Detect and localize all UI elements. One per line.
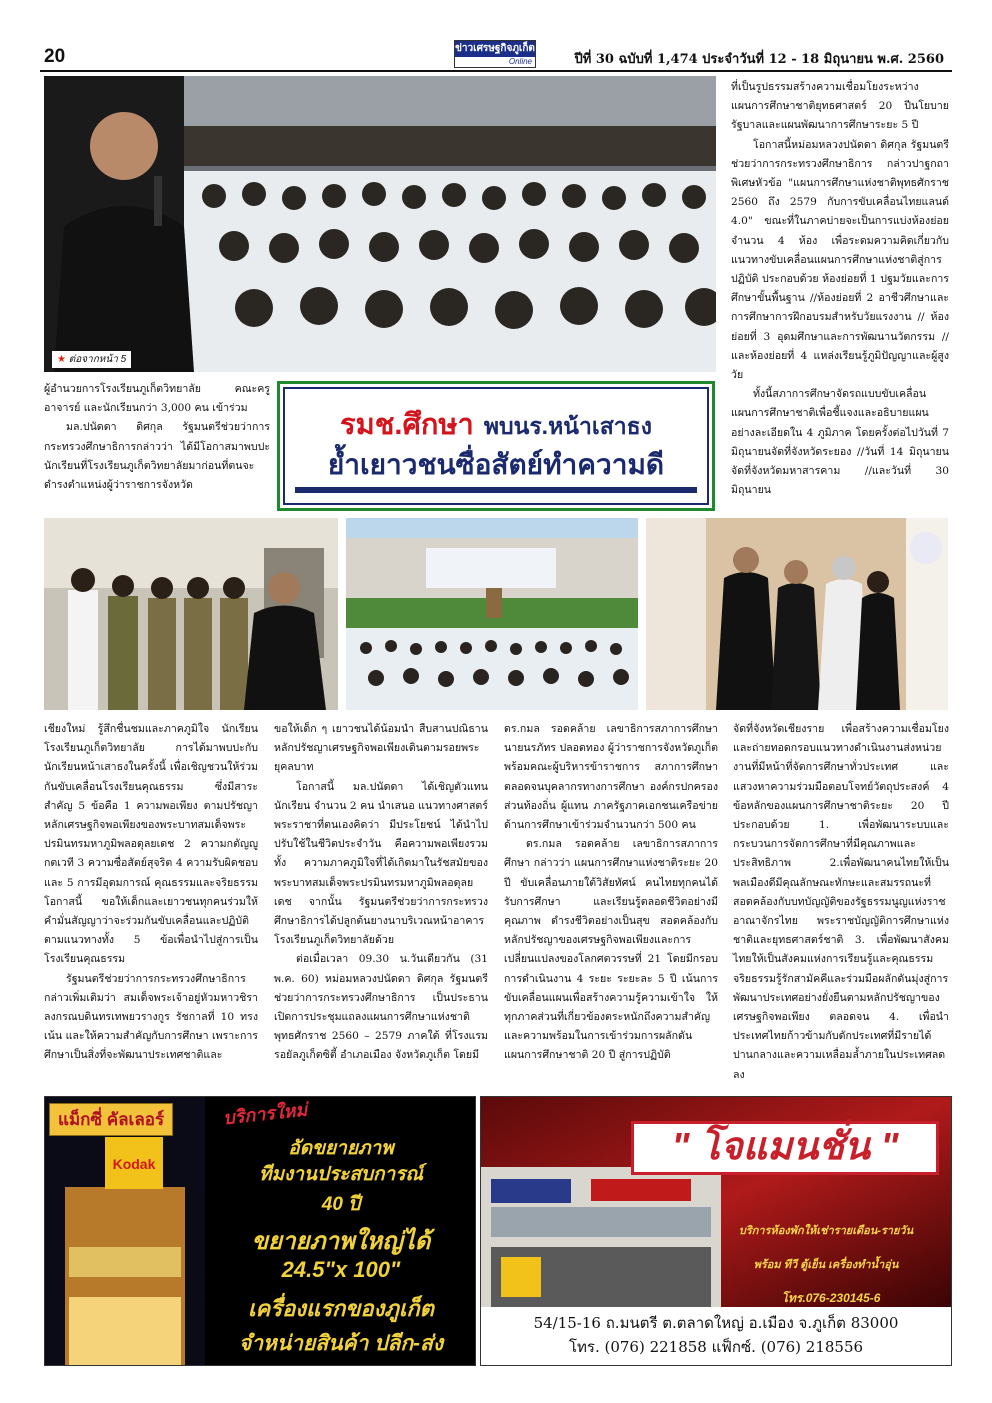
mid-left-column [44,380,270,495]
ad-maxi-color [44,1096,476,1366]
ad-right-contact: โทร. (076) 221858 แฟ็กซ์. (076) 218556 [568,1338,864,1356]
ad-left-tag: แม็กซี่ คัลเลอร์ [49,1103,173,1136]
ad-store-sign: Kodak [112,1156,156,1172]
ad-jo-mansion [480,1096,952,1366]
body-column-2 [274,720,488,1066]
ad-line: 24.5"x 100" [281,1257,401,1282]
paragraph: โอกาสนี้ มล.ปนัดดา ได้เชิญตัวแทนนักเรียน จำนวน 2 คน นำเสนอ แนวทางศาสตร์พระราชาที่ตนเองคิดว่า มีประโยชน์ ได้นำไปปรับใช้ในชีวิตประจำวัน คือความพอเพียงรวมทั้ง ความภาคภูมิใจที่ได้เกิดมาในรัชสมัยของพระบาทสมเด็จพระปรมินทรมหาภูมิพลอดุลยเดช จากนั้น รัฐมนตรีช่วยว่าการกระทรวงศึกษาธิการได้ปลูกต้นยางนาบริเวณหน้าอาคารโรงเรียนภูเก็ตวิทยาลัยด้วย [274,780,488,947]
masthead-logo [454,40,536,68]
ad-line: 40 ปี [321,1194,361,1215]
headline-underline [295,487,697,493]
paragraph: ต่อเมื่อเวลา 09.30 น.วันเดียวกัน (31 พ.ค. 60) หม่อมหลวงปนัดดา ดิศกุล รัฐมนตรีช่วยว่าการกระทรวงศึกษาธิการ เป็นประธานเปิดการประชุมแถลงแผนการศึกษาแห่งชาติพุทธศักราช 2560 – 2579 ภาคใต้ ที่โรงแรมรอยัลภูเก็ตซิตี้ อำเภอเมือง จังหวัดภูเก็ต โดยมี [274,953,488,1062]
paragraph: เชียงใหม่ รู้สึกชื่นชมและภาคภูมิใจ นักเรียนโรงเรียนภูเก็ตวิทยาลัย การได้มาพบปะกับนักเรียนหน้าเสาธงในครั้งนี้ เพื่อเชิญชวนให้ร่วมกันขับเคลื่อนโรงเรียนคุณธรรม ซึ่งมีสาระสำคัญ 5 ข้อคือ 1 ความพอเพียง ตามปรัชญาหลักเศรษฐกิจพอเพียงของพระบาทสมเด็จพระปรมินทรมหาภูมิพลอดุลยเดช 2 ความกตัญญูกตเวที 3 ความซื่อสัตย์สุจริต 4 ความรับผิดชอบ และ 5 การมีอุดมการณ์ คุณธรรมและจริยธรรม โอกาสนี้ ขอให้เด็กและเยาวชนทุกคนร่วมให้คำมั่นสัญญาว่าจะร่วมกันขับเคลื่อนและปฏิบัติตามแนวทางทั้ง 5 ข้อเพื่อนำไปสู่การเป็นโรงเรียนคุณธรรม [44,723,258,966]
ad-right-sub2: พร้อม ทีวี ตู้เย็น เครื่องทำน้ำอุ่น [753,1259,899,1271]
body-column-1 [44,720,258,1066]
photo-assembly [346,518,638,710]
ad-right-address-block [481,1307,951,1366]
paragraph: ดร.กมล รอดคล้าย เลขาธิการสภาการศึกษา กล่าวว่า แผนการศึกษาแห่งชาติระยะ 20 ปี ขับเคลื่อนภายใต้วิสัยทัศน์ คนไทยทุกคนได้รับการศึกษา และเรียนรู้ตลอดชีวิตอย่างมีคุณภาพ ดำรงชีวิตอย่างเป็นสุข สอดคล้องกับหลักปรัชญาของเศรษฐกิจพอเพียงและการเปลี่ยนแปลงของโลกศตวรรษที่ 21 โดยมีกรอบการดำเนินงาน 4 ระยะ ระยะละ 5 ปี เน้นการขับเคลื่อนแผนเพื่อสร้างความรู้ความเข้าใจ ให้ทุกภาคส่วนที่เกี่ยวข้องตระหนักถึงความสำคัญ และความพร้อมในการเข้าร่วมการผลักดันแผนการศึกษาชาติ 20 ปี สู่การปฏิบัติ [504,838,718,1062]
paragraph: ผู้อำนวยการโรงเรียนภูเก็ตวิทยาลัย คณะครูอาจารย์ และนักเรียนกว่า 3,000 คน เข้าร่วม [44,383,270,415]
ad-right-address: 54/15-16 ถ.มนตรี ต.ตลาดใหญ่ อ.เมือง จ.ภูเก็ต 83000 [533,1314,899,1332]
ad-line: ขยายภาพใหญ่ได้ [251,1228,431,1255]
ad-right-phone: โทร.076-230145-6 [781,1291,881,1305]
paragraph: รัฐมนตรีช่วยว่าการกระทรวงศึกษาธิการกล่าวเพิ่มเติมว่า สมเด็จพระเจ้าอยู่หัวมหาวชิราลงกรณบดินทรเทพยวรางกูร รัชกาลที่ 10 ทรงเน้น และให้ความสำคัญกับการศึกษา เพราะการศึกษาเป็นสิ่งที่จะพัฒนาประเทศชาติและ [44,972,258,1062]
continued-tag-label: ต่อจากหน้า 5 [68,354,127,365]
paragraph: ที่เป็นรูปธรรมสร้างความเชื่อมโยงระหว่างแผนการศึกษาชาติยุทธศาสตร์ 20 ปีนโยบายรัฐบาลและแผนพัฒนาการศึกษาระยะ 5 ปี [731,81,949,132]
headline-red: รมช.ศึกษา [340,409,474,441]
masthead-title: ข่าวเศรษฐกิจภูเก็ต [455,41,535,57]
main-photo [44,76,716,372]
photo-ceremony [646,518,948,710]
ad-right-sub1: บริการห้องพักให้เช่ารายเดือน-รายวัน [738,1225,914,1237]
ad-line: จำหน่ายสินค้า ปลีก-ส่ง [238,1332,444,1355]
top-right-column [731,78,949,500]
body-column-3 [504,720,718,1066]
paragraph: ดร.กมล รอดคล้าย เลขาธิการสภาการศึกษานายนรภัทร ปลอดทอง ผู้ว่าราชการจังหวัดภูเก็ต พร้อมคณะผู้บริหารข้าราชการ สภาการศึกษา ตลอดจนบุคลากรทางการศึกษา องค์กรปกครองส่วนท้องถิ่น ผู้แทน ภาครัฐภาคเอกชนเครือข่ายด้านการศึกษาเข้าร่วมจำนวนกว่า 500 คน [504,723,718,832]
ad-line: อัดขยายภาพ [288,1138,394,1159]
ad-store-photo [45,1097,205,1366]
ad-right-title: " โจแมนชั่น " [631,1121,939,1175]
page-number: 20 [44,46,66,67]
masthead-online: Online [508,57,532,66]
issue-line: ปีที่ 30 ฉบับที่ 1,474 ประจำวันที่ 12 - 18 มิถุนายน พ.ศ. 2560 [574,52,944,67]
ad-left-new: บริการใหม่ [222,1099,309,1129]
ad-line: เครื่องแรกของภูเก็ต [248,1296,434,1321]
header-rule [40,70,952,72]
star-icon: ★ [57,354,66,365]
paragraph: โอกาสนี้หม่อมหลวงปนัดดา ดิศกุล รัฐมนตรีช่วยว่าการกระทรวงศึกษาธิการ กล่าวปาฐกถาพิเศษหัวข้อ "แผนการศึกษาแห่งชาติพุทธศักราช 2560 ถึง 2579 กับการขับเคลื่อนไทยแลนด์ 4.0" ขณะที่ในภาคบ่ายจะเป็นการแบ่งห้องย่อยจำนวน 4 ห้อง เพื่อระดมความคิดเกี่ยวกับแนวทางขับเคลื่อนแผนการศึกษาแห่งชาติสู่การปฏิบัติ ประกอบด้วย ห้องย่อยที่ 1 ปฐมวัยและการศึกษาขั้นพื้นฐาน //ห้องย่อยที่ 2 อาชีวศึกษาและการศึกษาการฝึกอบรมสำหรับวัยแรงงาน // ห้องย่อยที่ 3 อุดมศึกษาและการพัฒนานวัตกรรม //และห้องย่อยที่ 4 แหล่งเรียนรู้ภูมิปัญญาและผู้สูงวัย [731,138,949,382]
headline-box [277,381,715,511]
ad-line: ทีมงานประสบการณ์ [258,1164,424,1185]
photo-scouts [44,518,338,710]
headline-navy: พบนร.หน้าเสาธง [483,413,652,439]
paragraph: จัดที่จังหวัดเชียงราย เพื่อสร้างความเชื่อมโยงและถ่ายทอดกรอบแนวทางดำเนินงานส่งหน่วยงานที่มีหน้าที่จัดการศึกษาทั่วประเทศ และแสวงหาความร่วมมือตอบโจทย์วัตถุประสงค์ 4 ข้อหลักของแผนการศึกษาชาติระยะ 20 ปี ประกอบด้วย 1. เพื่อพัฒนาระบบและกระบวนการจัดการศึกษาที่มีคุณภาพและประสิทธิภาพ 2.เพื่อพัฒนาคนไทยให้เป็นพลเมืองดีมีคุณลักษณะทักษะและสมรรถนะที่สอดคล้องกับบทบัญญัติของรัฐธรรมนูญแห่งราชอาณาจักรไทย พระราชบัญญัติการศึกษาแห่งชาติและยุทธศาสตร์ชาติ 3. เพื่อพัฒนาสังคมไทยให้เป็นสังคมแห่งการเรียนรู้และคุณธรรมจริยธรรมรู้รักสามัคคีและร่วมมือผลักดันมุ่งสู่การพัฒนาประเทศอย่างยั่งยืนตามหลักปรัชญาของเศรษฐกิจพอเพียง ตลอดจน 4. เพื่อนำประเทศไทยก้าวข้ามกับดักประเทศที่มีรายได้ปานกลางและความเหลื่อมล้ำภายในประเทศลดลง [733,723,949,1081]
paragraph: ขอให้เด็ก ๆ เยาวชนได้น้อมนำ สืบสานปณิธานหลักปรัชญาเศรษฐกิจพอเพียงเดินตามรอยพระยุคลบาท [274,723,488,774]
paragraph: มล.ปนัดดา ดิศกุล รัฐมนตรีช่วยว่าการกระทรวงศึกษาธิการกล่าวว่า ได้มีโอกาสมาพบปะนักเรียนที่โรงเรียนภูเก็ตวิทยาลัยมาก่อนที่ตนจะดำรงตำแหน่งผู้ว่าราชการจังหวัด [44,421,270,492]
headline-line1 [285,401,707,447]
paragraph: ทั้งนี้สภาการศึกษาจัดรถแบบขับเคลื่อนแผนการศึกษาชาติเพื่อชี้แจงและอธิบายแผนอย่างละเอียดใน 4 ภูมิภาค โดยครั้งต่อไปวันที่ 7 มิถุนายนจัดที่จังหวัดระยอง //วันที่ 14 มิถุนายนจัดที่จังหวัดมหาสารคาม //และวันที่ 30 มิถุนายน [731,388,949,497]
headline-line2: ย้ำเยาวชนซื่อสัตย์ทำความดี [327,449,665,480]
continued-tag [52,351,131,368]
body-column-4 [733,720,949,1085]
